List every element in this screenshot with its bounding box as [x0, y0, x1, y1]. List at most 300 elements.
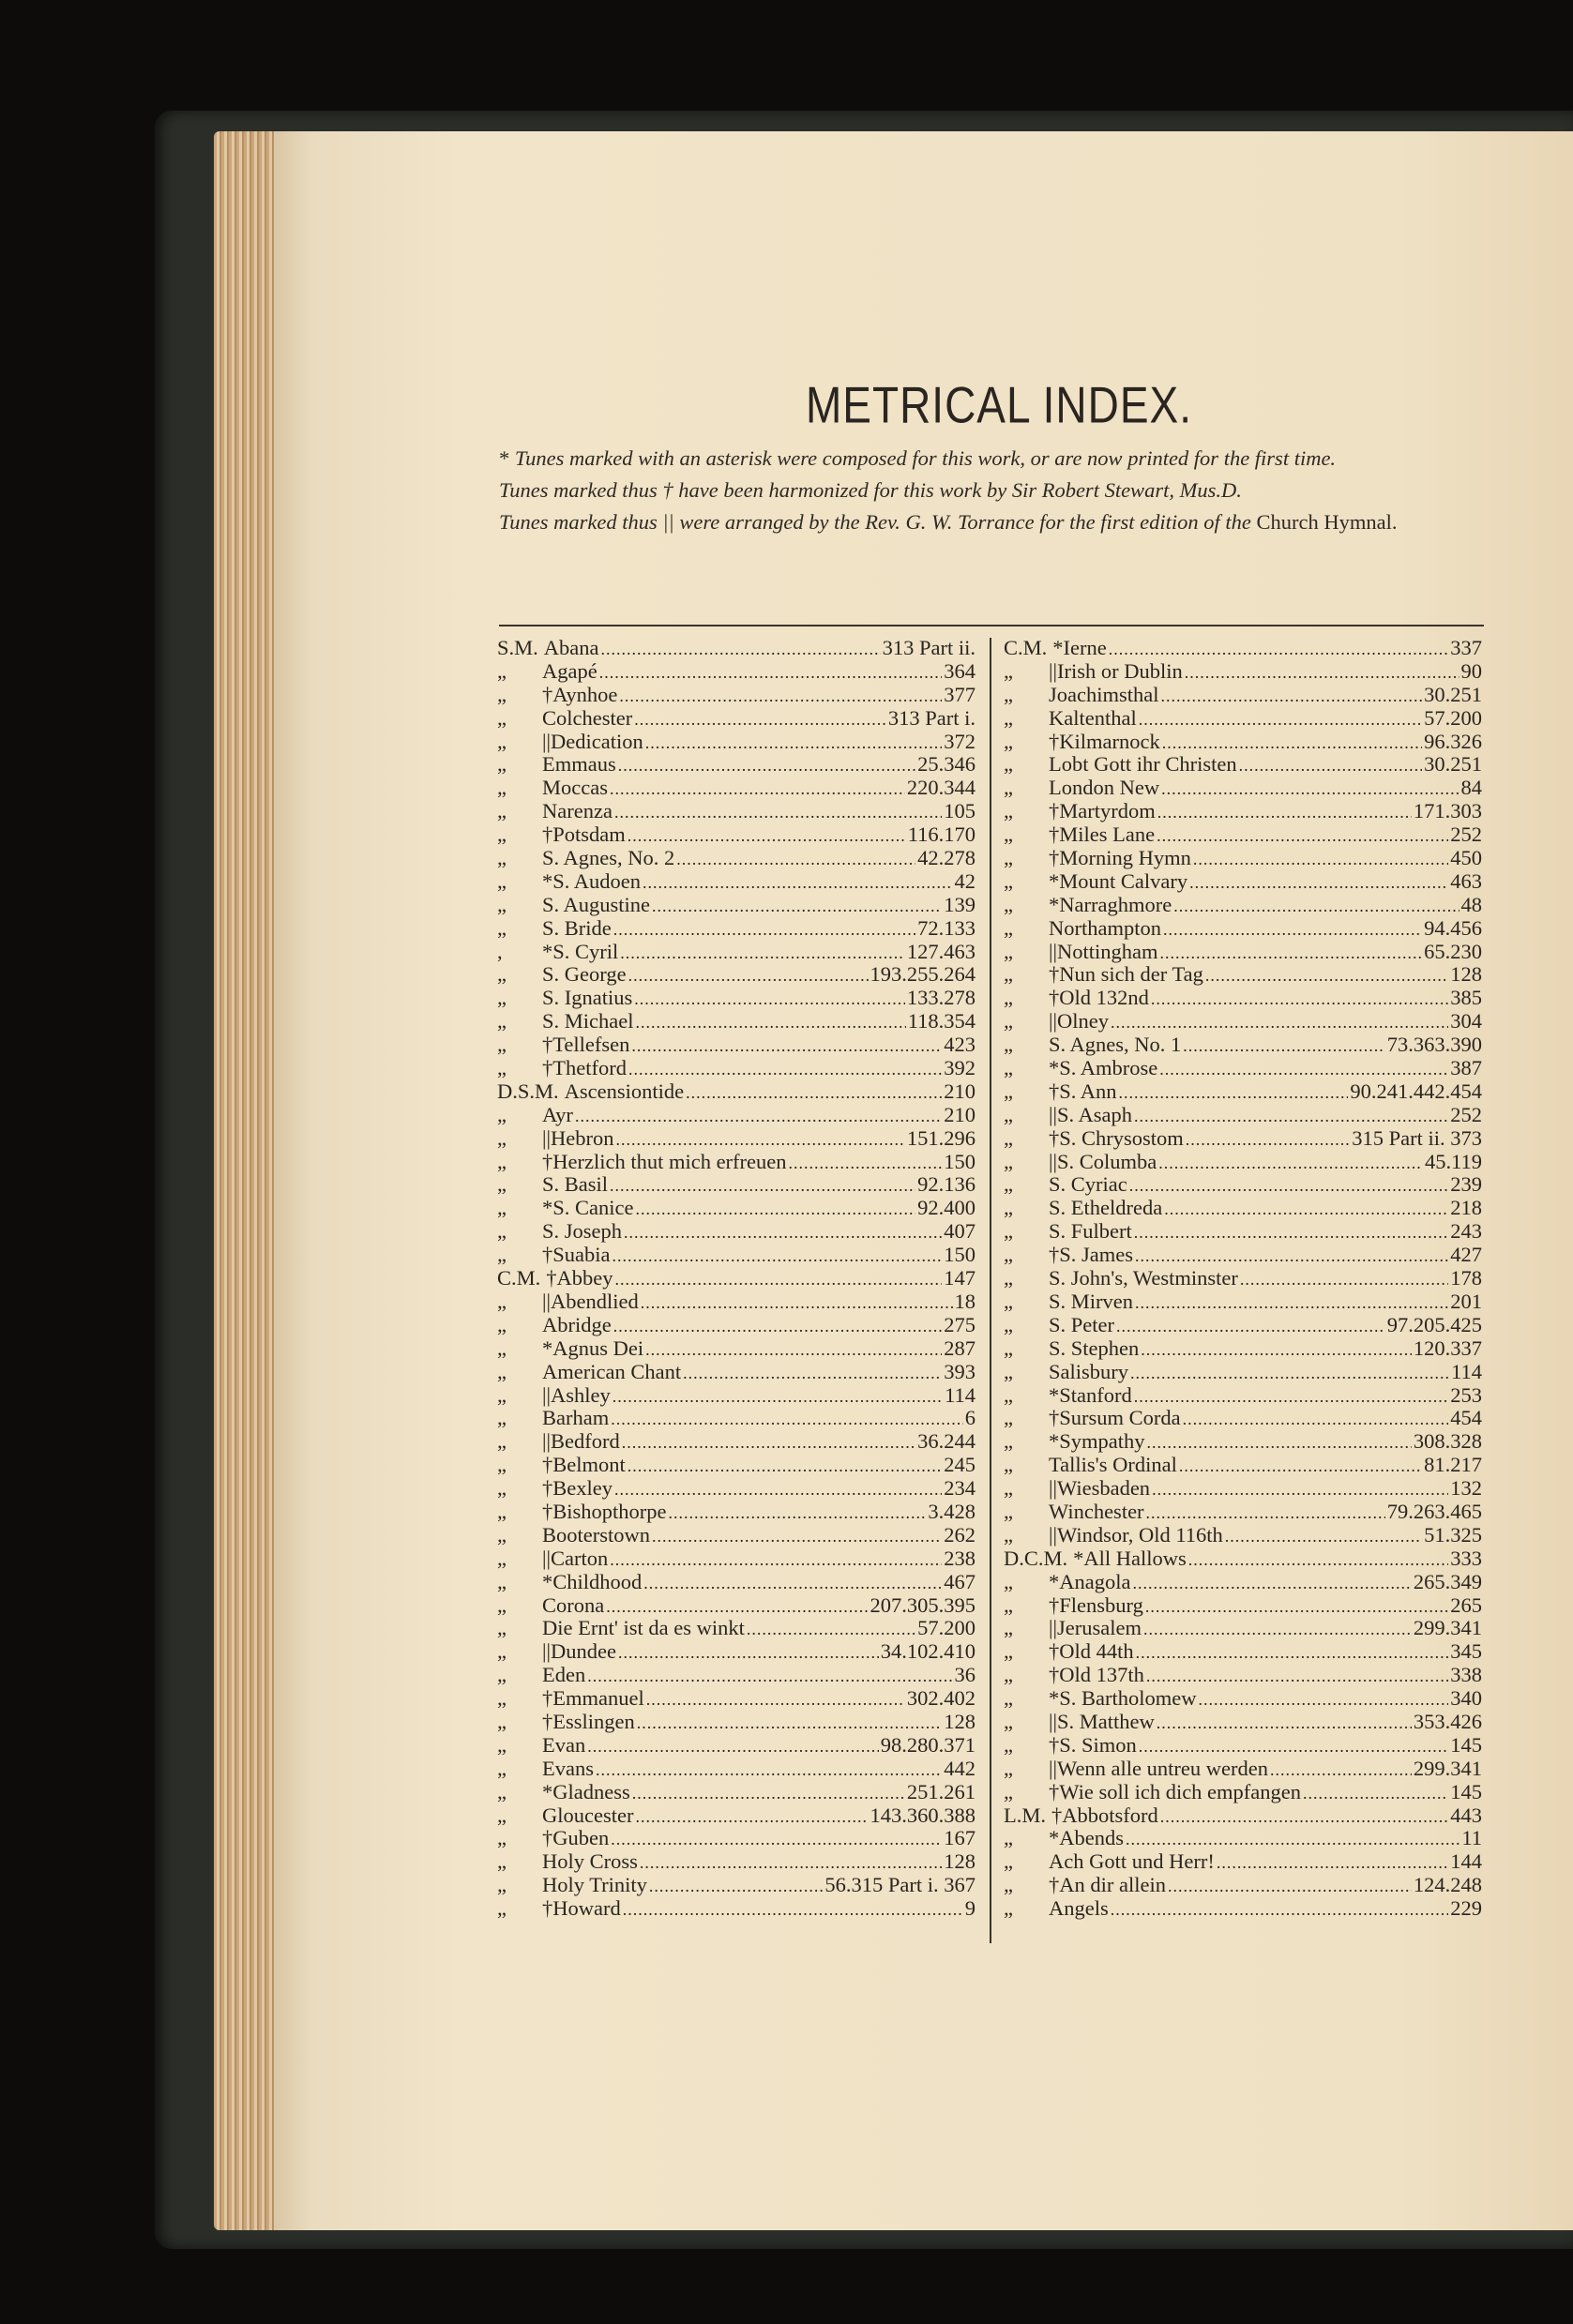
- index-entry: [1004, 1219, 1482, 1243]
- index-entry: [1004, 1570, 1482, 1593]
- entry-reference: 57.200: [1424, 705, 1482, 730]
- entry-prefix: „: [497, 1289, 507, 1313]
- index-entry: [497, 1547, 976, 1570]
- entry-name: Evans: [542, 1756, 594, 1780]
- entry-prefix: „: [1004, 1102, 1013, 1126]
- entry-reference: 234: [944, 1476, 976, 1501]
- entry-name: †An dir allein: [1049, 1873, 1166, 1897]
- entry-reference: 73.363.390: [1386, 1033, 1482, 1057]
- entry-reference: 193.255.264: [870, 962, 976, 987]
- entry-reference: 128: [944, 1709, 976, 1733]
- entry-reference: 364: [944, 658, 976, 683]
- entry-name: †Emmanuel: [542, 1686, 644, 1711]
- leader-dots: [1147, 1433, 1412, 1453]
- entry-reference: 116.170: [907, 822, 976, 847]
- entry-prefix: C.M.: [497, 1266, 541, 1290]
- index-entry: [1004, 1360, 1482, 1383]
- entry-reference: 42: [954, 868, 976, 893]
- entry-name: †Howard: [542, 1896, 621, 1921]
- leader-dots: [1164, 1200, 1448, 1219]
- index-entry: [497, 1406, 976, 1429]
- entry-prefix: „: [497, 1336, 507, 1360]
- leader-dots: [1183, 1410, 1449, 1429]
- entry-prefix: „: [497, 1663, 507, 1687]
- entry-name: ||Abendlied: [542, 1289, 639, 1313]
- entry-prefix: „: [497, 1219, 507, 1244]
- entry-prefix: „: [497, 1616, 507, 1640]
- index-entry: [497, 1849, 976, 1873]
- entry-name: S. Etheldreda: [1049, 1196, 1163, 1220]
- index-entry: [497, 1663, 976, 1686]
- note-asterisk: [499, 446, 1484, 471]
- index-entry: [1004, 1663, 1482, 1686]
- entry-prefix: „: [497, 1149, 507, 1173]
- entry-prefix: „: [497, 1779, 507, 1803]
- entry-reference: 218: [1450, 1196, 1482, 1220]
- entry-prefix: „: [1004, 1499, 1013, 1523]
- entry-reference: 229: [1450, 1896, 1482, 1921]
- leader-dots: [619, 687, 942, 706]
- entry-reference: 308.328: [1413, 1429, 1482, 1454]
- entry-prefix: „: [1004, 1243, 1013, 1267]
- index-entry: [1004, 1453, 1482, 1476]
- leader-dots: [1158, 1154, 1423, 1173]
- entry-prefix: „: [1004, 1266, 1013, 1290]
- entry-prefix: „: [1004, 1312, 1013, 1336]
- entry-name: S. John's, Westminster: [1049, 1266, 1238, 1290]
- entry-prefix: „: [497, 705, 507, 730]
- index-entry: [497, 1056, 976, 1079]
- entry-prefix: „: [1004, 1663, 1013, 1687]
- leader-dots: [1157, 803, 1412, 822]
- entry-reference: 210: [944, 1102, 976, 1126]
- entry-name: Winchester: [1049, 1499, 1144, 1523]
- entry-prefix: „: [497, 892, 507, 916]
- leader-dots: [618, 1643, 879, 1663]
- entry-name: ||Carton: [542, 1546, 609, 1570]
- entry-name: S. Bride: [542, 915, 612, 940]
- leader-dots: [1134, 1223, 1448, 1243]
- index-entry: [497, 1476, 976, 1500]
- entry-prefix: D.S.M.: [497, 1079, 559, 1103]
- leader-dots: [1188, 1550, 1448, 1570]
- entry-name: †S. Chrysostom: [1049, 1125, 1184, 1150]
- entry-name: London New: [1049, 776, 1160, 800]
- entry-reference: 11: [1461, 1826, 1482, 1850]
- entry-reference: 262: [944, 1522, 976, 1547]
- entry-reference: 94.456: [1424, 915, 1482, 940]
- entry-reference: 392: [944, 1056, 976, 1080]
- index-entry: [497, 1780, 976, 1803]
- entry-prefix: „: [1004, 1732, 1013, 1757]
- entry-prefix: „: [497, 1732, 507, 1757]
- leader-dots: [683, 1364, 942, 1383]
- leader-dots: [1157, 1713, 1412, 1733]
- entry-prefix: „: [497, 1569, 507, 1593]
- leader-dots: [616, 1130, 905, 1150]
- entry-reference: 442: [944, 1756, 976, 1780]
- index-entry: [497, 1219, 976, 1243]
- leader-dots: [634, 989, 905, 1009]
- index-entry: [497, 1126, 976, 1150]
- leader-dots: [1143, 1620, 1412, 1639]
- entry-prefix: „: [497, 1896, 507, 1921]
- leader-dots: [1134, 1107, 1448, 1126]
- entry-reference: 299.341: [1413, 1616, 1482, 1640]
- entry-name: ||Dundee: [542, 1639, 616, 1664]
- entry-reference: 265: [1450, 1592, 1482, 1617]
- entry-reference: 42.278: [917, 846, 976, 870]
- index-entry: [1004, 1150, 1482, 1173]
- entry-name: *S. Audoen: [542, 868, 642, 893]
- entry-name: ||Bedford: [542, 1429, 620, 1454]
- entry-prefix: „: [497, 1056, 507, 1080]
- index-entry: [497, 1710, 976, 1733]
- entry-reference: 114: [1451, 1359, 1482, 1383]
- leader-dots: [1303, 1784, 1448, 1803]
- entry-reference: 243: [1450, 1219, 1482, 1244]
- index-entry: [497, 1757, 976, 1780]
- entry-reference: 3.428: [928, 1499, 976, 1523]
- entry-reference: 467: [944, 1569, 976, 1593]
- index-entry: [1004, 1639, 1482, 1663]
- left-column: [497, 636, 976, 1920]
- leader-dots: [1239, 756, 1423, 776]
- entry-name: ||S. Columba: [1049, 1149, 1157, 1173]
- entry-reference: 79.263.465: [1386, 1499, 1482, 1523]
- entry-name: †Abbey: [546, 1266, 613, 1290]
- entry-name: Tallis's Ordinal: [1049, 1453, 1177, 1477]
- entry-prefix: „: [497, 1709, 507, 1733]
- note-text: Tunes marked thus || were arranged by the Rev. G. W. Torrance for the first edition of the: [499, 510, 1251, 534]
- leader-dots: [676, 850, 915, 869]
- entry-reference: 167: [944, 1826, 976, 1850]
- entry-reference: 385: [1450, 986, 1482, 1010]
- leader-dots: [1109, 640, 1449, 659]
- entry-name: *Gladness: [542, 1779, 630, 1803]
- leader-dots: [1185, 663, 1460, 683]
- leader-dots: [669, 1503, 927, 1523]
- index-entry: [497, 1733, 976, 1757]
- entry-reference: 147: [944, 1266, 976, 1290]
- entry-prefix: „: [1004, 1453, 1013, 1477]
- entry-prefix: „: [1004, 1219, 1013, 1244]
- index-entry: [1004, 893, 1482, 916]
- entry-name: Evan: [542, 1732, 586, 1757]
- entry-name: ||Nottingham: [1049, 939, 1158, 963]
- entry-prefix: „: [497, 822, 507, 847]
- index-entry: [1004, 636, 1482, 659]
- entry-reference: 128: [944, 1849, 976, 1874]
- leader-dots: [1111, 1013, 1448, 1033]
- leader-dots: [646, 1690, 905, 1710]
- entry-reference: 427: [1450, 1243, 1482, 1267]
- note-dagger: [499, 478, 1484, 503]
- leader-dots: [637, 1713, 943, 1733]
- entry-name: †Tellefsen: [542, 1033, 630, 1057]
- leader-dots: [631, 1036, 942, 1056]
- entry-prefix: „: [497, 1196, 507, 1220]
- entry-prefix: „: [1004, 1639, 1013, 1664]
- index-entry: [497, 776, 976, 799]
- entry-name: S. George: [542, 962, 627, 987]
- entry-reference: 252: [1450, 822, 1482, 847]
- entry-name: ||Dedication: [542, 729, 643, 753]
- entry-name: S. Mirven: [1049, 1289, 1133, 1313]
- index-entry: [1004, 1547, 1482, 1570]
- index-entry: [497, 916, 976, 940]
- entry-name: ||Irish or Dublin: [1049, 658, 1183, 683]
- leader-dots: [1205, 966, 1448, 986]
- leader-dots: [640, 1853, 942, 1873]
- page-edges: [214, 131, 280, 2230]
- entry-name: *Narraghmore: [1049, 892, 1172, 916]
- entry-prefix: „: [497, 1429, 507, 1454]
- leader-dots: [649, 1877, 823, 1896]
- entry-prefix: „: [497, 799, 507, 823]
- leader-dots: [1183, 1036, 1384, 1056]
- index-entry: [497, 1593, 976, 1617]
- entry-name: *S. Canice: [542, 1196, 634, 1220]
- entry-name: ||Windsor, Old 116th: [1049, 1522, 1223, 1547]
- entry-reference: 45.119: [1424, 1149, 1482, 1173]
- entry-name: Eden: [542, 1663, 586, 1687]
- entry-reference: 139: [944, 892, 976, 916]
- entry-name: Angels: [1049, 1896, 1109, 1921]
- index-entry: [497, 1803, 976, 1827]
- entry-reference: 65.230: [1424, 939, 1482, 963]
- entry-reference: 338: [1450, 1663, 1482, 1687]
- entry-prefix: „: [1004, 1429, 1013, 1454]
- leader-dots: [1157, 826, 1448, 846]
- entry-reference: 304: [1450, 1009, 1482, 1034]
- entry-name: *All Hallows: [1073, 1546, 1187, 1570]
- index-entry: [1004, 1616, 1482, 1639]
- index-entry: [497, 1523, 976, 1547]
- leader-dots: [610, 779, 905, 799]
- entry-name: *S. Bartholomew: [1049, 1686, 1197, 1711]
- entry-prefix: „: [497, 1849, 507, 1874]
- entry-prefix: „: [1004, 1849, 1013, 1874]
- index-entry: [1004, 1803, 1482, 1827]
- index-entry: [1004, 1826, 1482, 1849]
- entry-reference: 345: [1450, 1639, 1482, 1664]
- entry-reference: 25.346: [917, 752, 976, 777]
- index-entry: [1004, 1266, 1482, 1290]
- entry-name: ||Jerusalem: [1049, 1616, 1142, 1640]
- leader-dots: [1160, 687, 1422, 706]
- entry-prefix: „: [497, 1592, 507, 1617]
- entry-prefix: „: [1004, 1289, 1013, 1313]
- leader-dots: [628, 1456, 943, 1476]
- index-entry: [497, 1336, 976, 1360]
- entry-name: Salisbury: [1049, 1359, 1129, 1383]
- entry-prefix: „: [497, 1009, 507, 1034]
- entry-prefix: „: [497, 1756, 507, 1780]
- entry-name: ||Olney: [1049, 1009, 1109, 1034]
- index-entry: [497, 1453, 976, 1476]
- index-entry: [497, 822, 976, 846]
- index-entry: [497, 1079, 976, 1103]
- entry-reference: 143.360.388: [870, 1803, 976, 1827]
- leader-dots: [1225, 1527, 1422, 1547]
- entry-reference: 239: [1450, 1172, 1482, 1197]
- entry-prefix: „: [497, 1102, 507, 1126]
- leader-dots: [789, 1154, 943, 1173]
- index-entry: [1004, 1243, 1482, 1266]
- entry-name: S. Stephen: [1049, 1336, 1140, 1360]
- entry-name: †Morning Hymn: [1049, 846, 1191, 870]
- entry-reference: 207.305.395: [870, 1592, 976, 1617]
- leader-dots: [1146, 1667, 1448, 1686]
- entry-prefix: „: [1004, 1009, 1013, 1034]
- leader-dots: [1152, 1480, 1448, 1500]
- entry-reference: 337: [1450, 636, 1482, 659]
- entry-prefix: „: [1004, 986, 1013, 1010]
- leader-dots: [622, 1433, 915, 1453]
- index-entry: [497, 869, 976, 893]
- entry-reference: 90.241.442.454: [1350, 1079, 1482, 1103]
- leader-dots: [1240, 1270, 1448, 1290]
- index-entry: [1004, 1780, 1482, 1803]
- entry-reference: 51.325: [1424, 1522, 1482, 1547]
- entry-prefix: „: [1004, 1709, 1013, 1733]
- index-entry: [1004, 1079, 1482, 1103]
- entry-reference: 372: [944, 729, 976, 753]
- leader-dots: [1130, 1364, 1449, 1383]
- index-entry: [497, 799, 976, 822]
- entry-prefix: „: [1004, 1359, 1013, 1383]
- index-entry: [1004, 1686, 1482, 1710]
- entry-name: Colchester: [542, 705, 633, 730]
- entry-reference: 128: [1450, 962, 1482, 987]
- entry-prefix: „: [1004, 1896, 1013, 1921]
- index-entry: [1004, 1103, 1482, 1126]
- entry-prefix: „: [1004, 1592, 1013, 1617]
- leader-dots: [1163, 920, 1422, 940]
- entry-name: Booterstown: [542, 1522, 650, 1547]
- entry-name: †Old 132nd: [1049, 986, 1149, 1010]
- entry-name: *S. Cyril: [542, 939, 619, 963]
- entry-reference: 450: [1450, 846, 1482, 870]
- index-entry: [497, 1383, 976, 1407]
- index-entry: [1004, 799, 1482, 822]
- leader-dots: [1151, 989, 1448, 1009]
- index-entry: [1004, 1336, 1482, 1360]
- entry-name: S. Cyriac: [1049, 1172, 1127, 1197]
- index-entry: [1004, 1710, 1482, 1733]
- leader-dots: [1217, 1853, 1448, 1873]
- leader-dots: [1141, 1340, 1412, 1360]
- entry-prefix: „: [497, 1639, 507, 1664]
- entry-reference: 150: [944, 1243, 976, 1267]
- entry-reference: 393: [944, 1359, 976, 1383]
- entry-reference: 92.400: [917, 1196, 976, 1220]
- entry-reference: 6: [964, 1406, 976, 1430]
- entry-prefix: „: [497, 682, 507, 706]
- index-entry: [497, 893, 976, 916]
- entry-name: ||S. Asaph: [1049, 1102, 1133, 1126]
- index-entry: [1004, 940, 1482, 963]
- entry-name: †Old 44th: [1049, 1639, 1134, 1664]
- entry-name: Emmaus: [542, 752, 616, 777]
- entry-name: Ach Gott und Herr!: [1049, 1849, 1215, 1874]
- entry-prefix: „: [1004, 729, 1013, 753]
- leader-dots: [1160, 1807, 1449, 1827]
- entry-prefix: „: [1004, 1033, 1013, 1057]
- entry-reference: 377: [944, 682, 976, 706]
- entry-prefix: „: [497, 1406, 507, 1430]
- entry-name: ||Wenn alle untreu werden: [1049, 1756, 1268, 1780]
- entry-name: †Potsdam: [542, 822, 626, 847]
- entry-prefix: „: [1004, 1522, 1013, 1547]
- index-entry: [1004, 1406, 1482, 1429]
- entry-prefix: „: [497, 1033, 507, 1057]
- entry-reference: 105: [944, 799, 976, 823]
- entry-reference: 171.303: [1413, 799, 1482, 823]
- entry-prefix: ,: [497, 939, 503, 963]
- entry-name: †Thetford: [542, 1056, 627, 1080]
- leader-dots: [628, 826, 906, 846]
- entry-name: Holy Cross: [542, 1849, 638, 1874]
- entry-name: *S. Ambrose: [1049, 1056, 1158, 1080]
- leader-dots: [1162, 733, 1422, 753]
- entry-name: *Ierne: [1052, 636, 1107, 659]
- entry-name: *Sympathy: [1049, 1429, 1145, 1454]
- entry-reference: 178: [1450, 1266, 1482, 1290]
- entry-reference: 238: [944, 1546, 976, 1570]
- entry-name: Gloucester: [542, 1803, 634, 1827]
- entry-reference: 463: [1450, 868, 1482, 893]
- entry-reference: 151.296: [906, 1125, 976, 1150]
- entry-prefix: „: [1004, 1873, 1013, 1897]
- leader-dots: [1132, 1574, 1411, 1593]
- entry-name: †S. Ann: [1049, 1079, 1117, 1103]
- index-entry: [1004, 1476, 1482, 1500]
- index-entry: [497, 1360, 976, 1383]
- entry-prefix: „: [1004, 915, 1013, 940]
- entry-name: †Herzlich thut mich erfreuen: [542, 1149, 787, 1173]
- entry-prefix: „: [1004, 1196, 1013, 1220]
- entry-prefix: „: [1004, 1406, 1013, 1430]
- entry-name: †Suabia: [542, 1243, 611, 1267]
- entry-name: Northampton: [1049, 915, 1161, 940]
- entry-name: †Belmont: [542, 1453, 626, 1477]
- leader-dots: [1168, 1877, 1412, 1896]
- leader-dots: [643, 873, 952, 893]
- index-entry: [1004, 1009, 1482, 1033]
- entry-reference: 30.251: [1424, 752, 1482, 777]
- index-entry: [1004, 1593, 1482, 1617]
- entry-prefix: „: [497, 1359, 507, 1383]
- leader-dots: [1134, 1387, 1449, 1407]
- index-entry: [497, 706, 976, 730]
- entry-name: S. Ignatius: [542, 986, 633, 1010]
- index-entry: [1004, 1126, 1482, 1150]
- entry-name: †S. James: [1049, 1243, 1133, 1267]
- entry-reference: 265.349: [1413, 1569, 1482, 1593]
- leader-dots: [628, 1060, 942, 1079]
- index-entry: [497, 1639, 976, 1663]
- leader-dots: [1139, 1737, 1448, 1757]
- entry-name: S. Agnes, No. 1: [1049, 1033, 1182, 1057]
- index-entry: [1004, 1873, 1482, 1896]
- entry-prefix: „: [497, 1873, 507, 1897]
- entry-name: *Childhood: [542, 1569, 643, 1593]
- entry-name: †Martyrdom: [1049, 799, 1156, 823]
- index-entry: [1004, 822, 1482, 846]
- entry-name: Narenza: [542, 799, 613, 823]
